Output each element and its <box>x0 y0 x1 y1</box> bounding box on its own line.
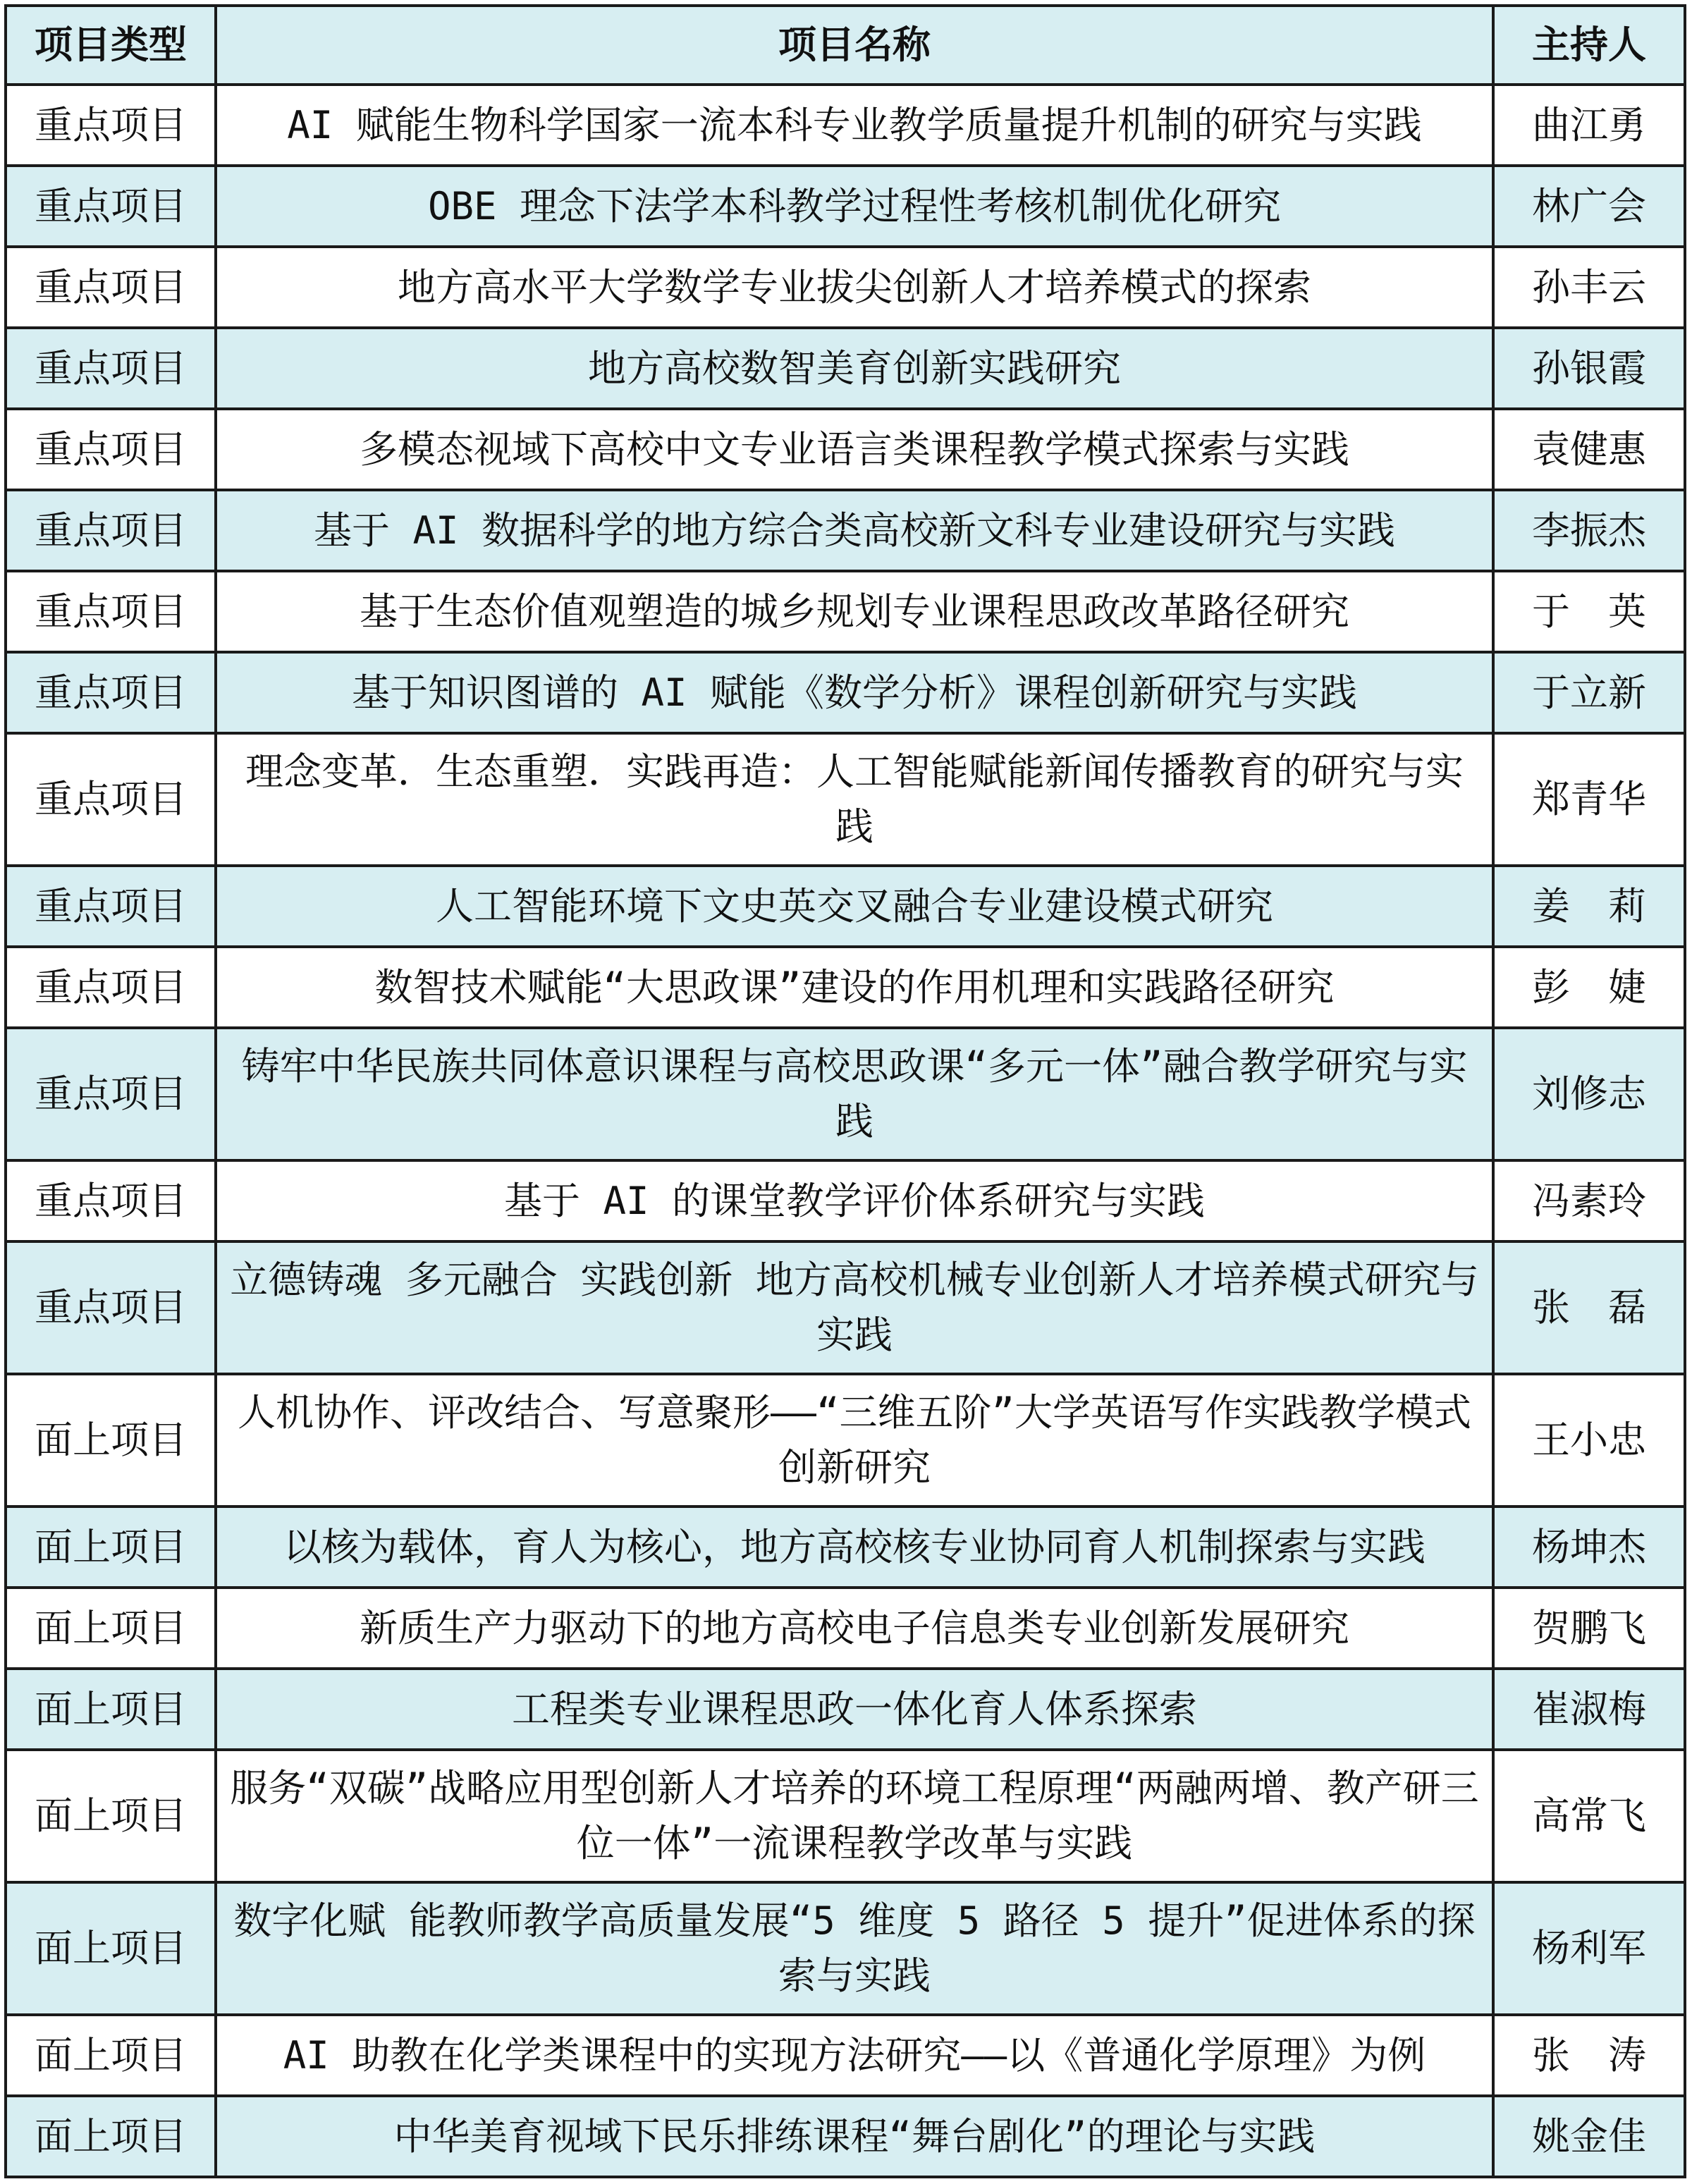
project-name-cell: AI 助教在化学类课程中的实现方法研究——以《普通化学原理》为例 <box>216 2015 1493 2096</box>
project-type-cell: 重点项目 <box>6 409 216 490</box>
table-row <box>6 1241 1685 1374</box>
project-name-cell: 多模态视域下高校中文专业语言类课程教学模式探索与实践 <box>216 409 1493 490</box>
project-type-cell: 面上项目 <box>6 2096 216 2177</box>
project-name-cell: 基于 AI 数据科学的地方综合类高校新文科专业建设研究与实践 <box>216 490 1493 571</box>
table-row <box>6 166 1685 247</box>
project-type-cell: 重点项目 <box>6 947 216 1028</box>
table-row <box>6 2015 1685 2096</box>
project-name-cell: 立德铸魂 多元融合 实践创新 地方高校机械专业创新人才培养模式研究与实践 <box>216 1241 1493 1374</box>
host-cell: 冯素玲 <box>1493 1160 1685 1241</box>
table-row <box>6 947 1685 1028</box>
project-type-cell: 面上项目 <box>6 1374 216 1507</box>
host-cell: 彭 婕 <box>1493 947 1685 1028</box>
project-name-cell: 数字化赋 能教师教学高质量发展“5 维度 5 路径 5 提升”促进体系的探索与实践 <box>216 1882 1493 2015</box>
table-row <box>6 85 1685 166</box>
project-name-cell: 新质生产力驱动下的地方高校电子信息类专业创新发展研究 <box>216 1588 1493 1669</box>
table-row <box>6 1588 1685 1669</box>
project-name-cell: 服务“双碳”战略应用型创新人才培养的环境工程原理“两融两增、教产研三位一体”一流课程教学改革与实践 <box>216 1750 1493 1882</box>
host-cell: 曲江勇 <box>1493 85 1685 166</box>
projects-table <box>4 4 1686 2178</box>
project-type-cell: 重点项目 <box>6 733 216 866</box>
host-cell: 孙银霞 <box>1493 328 1685 409</box>
project-name-cell: 数智技术赋能“大思政课”建设的作用机理和实践路径研究 <box>216 947 1493 1028</box>
host-cell: 袁健惠 <box>1493 409 1685 490</box>
project-name-cell: 以核为载体，育人为核心，地方高校核专业协同育人机制探索与实践 <box>216 1507 1493 1588</box>
project-type-cell: 重点项目 <box>6 247 216 328</box>
project-type-cell: 面上项目 <box>6 1507 216 1588</box>
host-cell: 于 英 <box>1493 571 1685 652</box>
host-cell: 林广会 <box>1493 166 1685 247</box>
table-row <box>6 1374 1685 1507</box>
table-row <box>6 733 1685 866</box>
host-cell: 高常飞 <box>1493 1750 1685 1882</box>
project-type-cell: 重点项目 <box>6 866 216 947</box>
project-name-cell: AI 赋能生物科学国家一流本科专业教学质量提升机制的研究与实践 <box>216 85 1493 166</box>
project-type-cell: 重点项目 <box>6 571 216 652</box>
project-name-cell: 理念变革．生态重塑．实践再造：人工智能赋能新闻传播教育的研究与实践 <box>216 733 1493 866</box>
project-name-cell: 地方高校数智美育创新实践研究 <box>216 328 1493 409</box>
host-cell: 姚金佳 <box>1493 2096 1685 2177</box>
table-row <box>6 490 1685 571</box>
project-type-cell: 重点项目 <box>6 85 216 166</box>
project-type-cell: 面上项目 <box>6 2015 216 2096</box>
host-cell: 杨利军 <box>1493 1882 1685 2015</box>
host-cell: 王小忠 <box>1493 1374 1685 1507</box>
table-row <box>6 409 1685 490</box>
project-name-cell: 基于知识图谱的 AI 赋能《数学分析》课程创新研究与实践 <box>216 652 1493 733</box>
host-cell: 孙丰云 <box>1493 247 1685 328</box>
table-row <box>6 571 1685 652</box>
table-row <box>6 1160 1685 1241</box>
table-row <box>6 1507 1685 1588</box>
project-name-cell: 基于 AI 的课堂教学评价体系研究与实践 <box>216 1160 1493 1241</box>
table-row <box>6 2096 1685 2177</box>
table-row <box>6 1750 1685 1882</box>
project-type-cell: 重点项目 <box>6 328 216 409</box>
project-type-cell: 重点项目 <box>6 1028 216 1160</box>
header-project-type: 项目类型 <box>6 6 216 85</box>
host-cell: 刘修志 <box>1493 1028 1685 1160</box>
header-project-name: 项目名称 <box>216 6 1493 85</box>
host-cell: 郑青华 <box>1493 733 1685 866</box>
project-name-cell: 基于生态价值观塑造的城乡规划专业课程思政改革路径研究 <box>216 571 1493 652</box>
project-type-cell: 重点项目 <box>6 166 216 247</box>
host-cell: 于立新 <box>1493 652 1685 733</box>
project-name-cell: 人机协作、评改结合、写意聚形——“三维五阶”大学英语写作实践教学模式创新研究 <box>216 1374 1493 1507</box>
project-type-cell: 面上项目 <box>6 1882 216 2015</box>
host-cell: 李振杰 <box>1493 490 1685 571</box>
table-body <box>6 85 1685 2177</box>
project-type-cell: 重点项目 <box>6 490 216 571</box>
header-row <box>6 6 1685 85</box>
host-cell: 贺鹏飞 <box>1493 1588 1685 1669</box>
host-cell: 姜 莉 <box>1493 866 1685 947</box>
project-name-cell: 地方高水平大学数学专业拔尖创新人才培养模式的探索 <box>216 247 1493 328</box>
table-row <box>6 1882 1685 2015</box>
table-row <box>6 866 1685 947</box>
project-name-cell: 工程类专业课程思政一体化育人体系探索 <box>216 1669 1493 1750</box>
table-row <box>6 328 1685 409</box>
host-cell: 崔淑梅 <box>1493 1669 1685 1750</box>
project-name-cell: OBE 理念下法学本科教学过程性考核机制优化研究 <box>216 166 1493 247</box>
project-name-cell: 中华美育视域下民乐排练课程“舞台剧化”的理论与实践 <box>216 2096 1493 2177</box>
project-type-cell: 面上项目 <box>6 1588 216 1669</box>
project-name-cell: 铸牢中华民族共同体意识课程与高校思政课“多元一体”融合教学研究与实践 <box>216 1028 1493 1160</box>
host-cell: 张 涛 <box>1493 2015 1685 2096</box>
project-name-cell: 人工智能环境下文史英交叉融合专业建设模式研究 <box>216 866 1493 947</box>
header-host: 主持人 <box>1493 6 1685 85</box>
table-row <box>6 1669 1685 1750</box>
project-type-cell: 重点项目 <box>6 652 216 733</box>
project-type-cell: 重点项目 <box>6 1160 216 1241</box>
host-cell: 杨坤杰 <box>1493 1507 1685 1588</box>
project-type-cell: 重点项目 <box>6 1241 216 1374</box>
table-row <box>6 652 1685 733</box>
table-row <box>6 1028 1685 1160</box>
table-row <box>6 247 1685 328</box>
project-type-cell: 面上项目 <box>6 1669 216 1750</box>
host-cell: 张 磊 <box>1493 1241 1685 1374</box>
project-type-cell: 面上项目 <box>6 1750 216 1882</box>
